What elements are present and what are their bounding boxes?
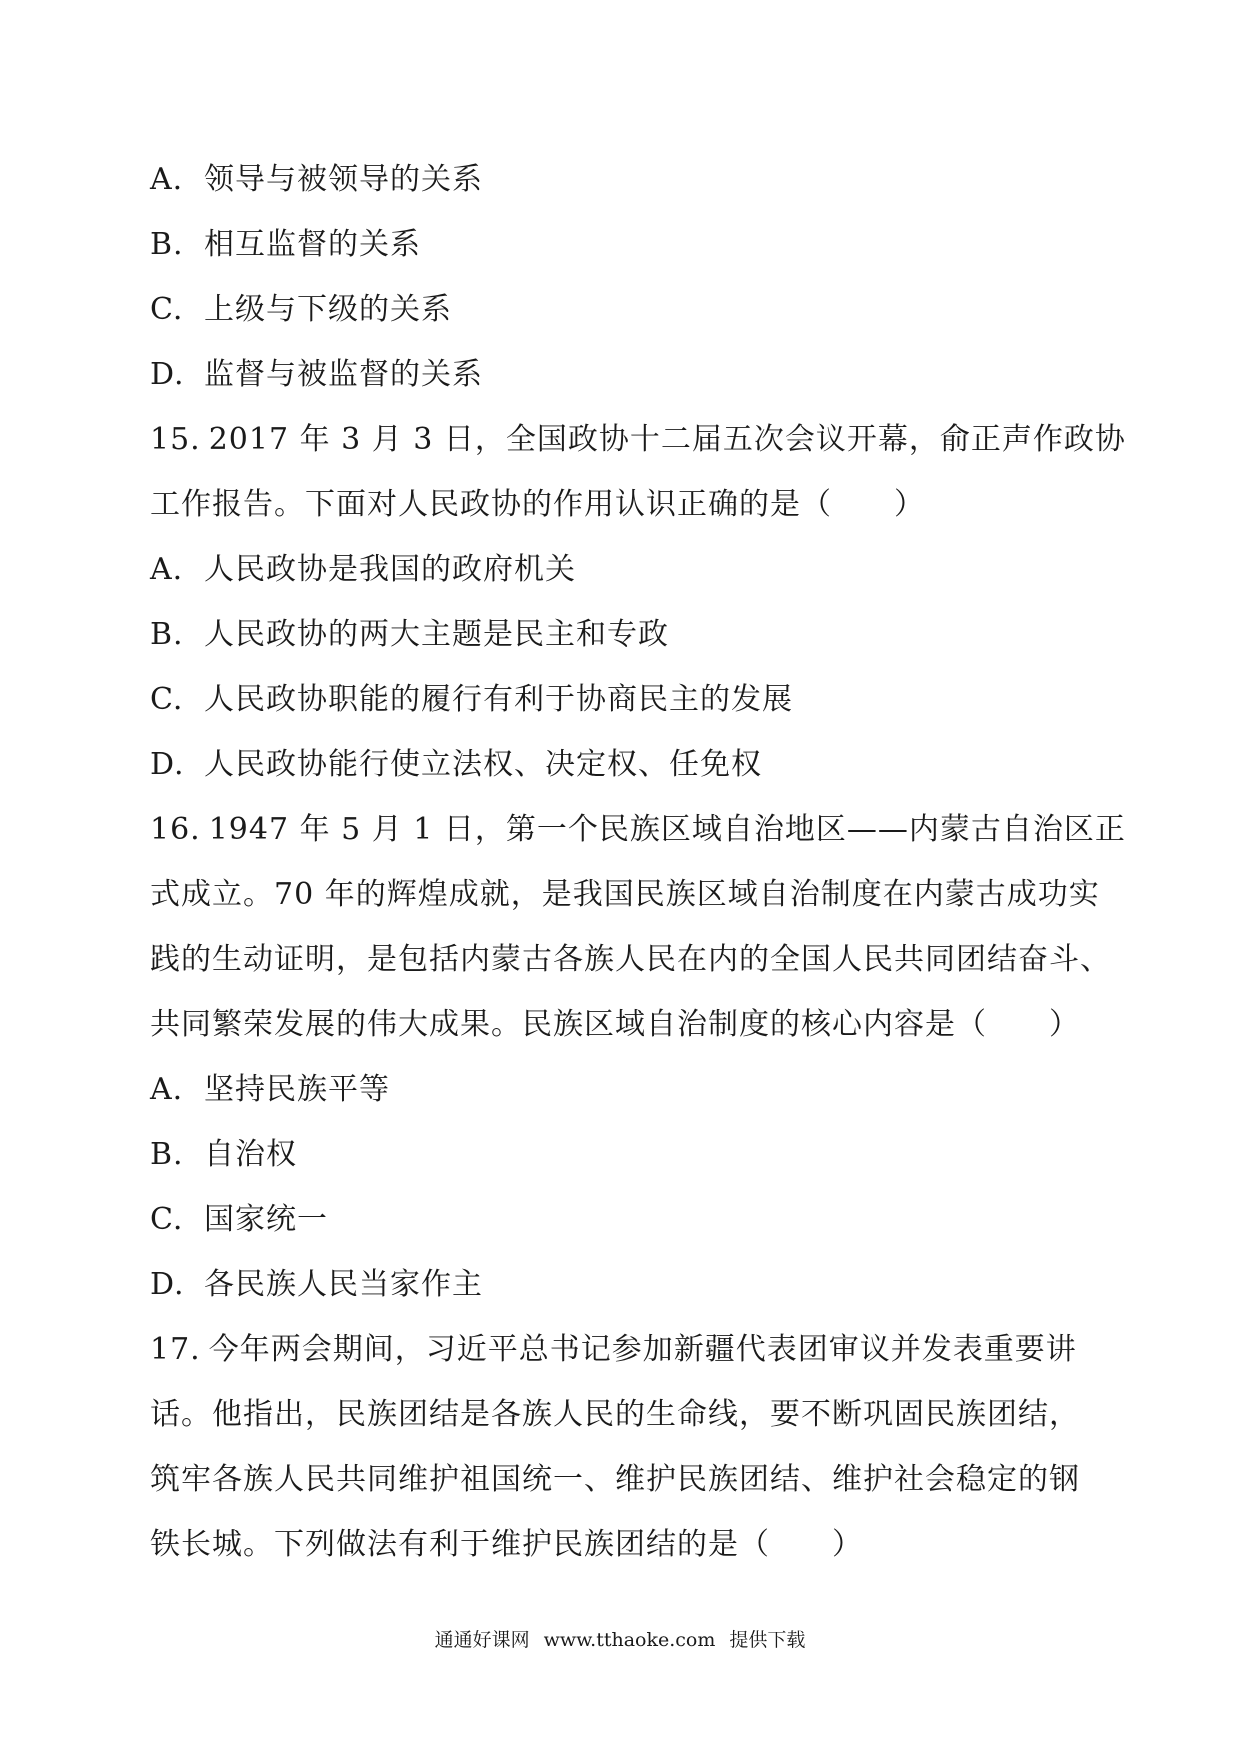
q15-option-b: [150, 615, 669, 655]
question-text: 践的生动证明，是包括内蒙古各族人民在内的全国人民共同团结奋斗、: [150, 942, 1111, 977]
question-text: 今年两会期间，习近平总书记参加新疆代表团审议并发表重要讲: [208, 1332, 1077, 1367]
option-letter: B.: [150, 617, 184, 652]
option-letter: A.: [150, 1072, 184, 1107]
question-text: 共同繁荣发展的伟大成果。民族区域自治制度的核心内容是（ ）: [150, 1007, 1080, 1042]
option-text: 人民政协的两大主题是民主和专政: [204, 617, 669, 652]
option-text: 各民族人民当家作主: [204, 1267, 483, 1302]
question-number: 16.: [150, 812, 201, 847]
q17-stem-line-3: [150, 1460, 1080, 1500]
question-text: 2017 年 3 月 3 日，全国政协十二届五次会议开幕，俞正声作政协: [208, 422, 1126, 457]
q15-stem-line-2: [150, 485, 925, 525]
option-letter: C.: [150, 1202, 184, 1237]
q15-option-d: [150, 745, 762, 785]
option-letter: C.: [150, 682, 184, 717]
question-text: 铁长城。下列做法有利于维护民族团结的是（ ）: [150, 1527, 863, 1562]
q16-stem-line-3: [150, 940, 1111, 980]
q14-option-a: [150, 160, 483, 200]
option-text: 监督与被监督的关系: [204, 357, 483, 392]
option-letter: A.: [150, 162, 184, 197]
question-text: 工作报告。下面对人民政协的作用认识正确的是（ ）: [150, 487, 925, 522]
option-letter: D.: [150, 1267, 185, 1302]
footer-url[interactable]: www.tthaoke.com: [543, 1629, 716, 1651]
question-text: 话。他指出，民族团结是各族人民的生命线，要不断巩固民族团结，: [150, 1397, 1080, 1432]
q15-stem-line-1: [150, 420, 1126, 460]
option-text: 领导与被领导的关系: [204, 162, 483, 197]
option-letter: D.: [150, 357, 185, 392]
option-text: 人民政协能行使立法权、决定权、任免权: [204, 747, 762, 782]
question-number: 15.: [150, 422, 201, 457]
option-text: 坚持民族平等: [204, 1072, 390, 1107]
q16-option-a: [150, 1070, 390, 1110]
q16-stem-line-1: [150, 810, 1126, 850]
option-text: 自治权: [204, 1137, 297, 1172]
option-letter: A.: [150, 552, 184, 587]
option-text: 人民政协职能的履行有利于协商民主的发展: [204, 682, 793, 717]
q14-option-c: [150, 290, 452, 330]
option-letter: D.: [150, 747, 185, 782]
q17-stem-line-2: [150, 1395, 1080, 1435]
question-text: 筑牢各族人民共同维护祖国统一、维护民族团结、维护社会稳定的钢: [150, 1462, 1080, 1497]
question-number: 17.: [150, 1332, 201, 1367]
q16-option-d: [150, 1265, 483, 1305]
page-footer: [0, 1627, 1240, 1653]
q14-option-b: [150, 225, 421, 265]
option-letter: B.: [150, 1137, 184, 1172]
option-text: 国家统一: [204, 1202, 328, 1237]
footer-site-name: 通通好课网: [434, 1629, 530, 1651]
option-text: 人民政协是我国的政府机关: [204, 552, 576, 587]
q15-option-c: [150, 680, 793, 720]
q14-option-d: [150, 355, 483, 395]
q16-stem-line-4: [150, 1005, 1080, 1045]
footer-suffix: 提供下载: [729, 1629, 806, 1651]
q16-option-b: [150, 1135, 297, 1175]
option-text: 相互监督的关系: [204, 227, 421, 262]
option-text: 上级与下级的关系: [204, 292, 452, 327]
q15-option-a: [150, 550, 576, 590]
question-text: 1947 年 5 月 1 日，第一个民族区域自治地区——内蒙古自治区正: [208, 812, 1126, 847]
q16-option-c: [150, 1200, 328, 1240]
q17-stem-line-1: [150, 1330, 1077, 1370]
question-text: 式成立。70 年的辉煌成就，是我国民族区域自治制度在内蒙古成功实: [150, 877, 1100, 912]
q17-stem-line-4: [150, 1525, 863, 1565]
option-letter: C.: [150, 292, 184, 327]
q16-stem-line-2: [150, 875, 1100, 915]
option-letter: B.: [150, 227, 184, 262]
